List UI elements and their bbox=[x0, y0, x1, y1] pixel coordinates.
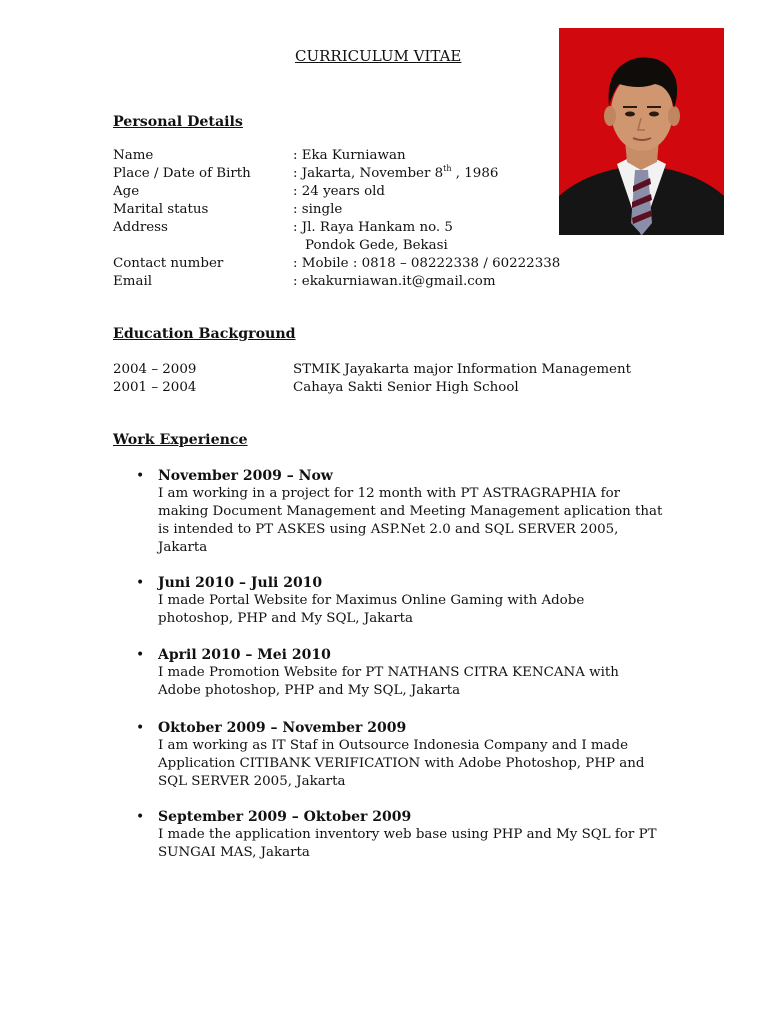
work-description-line: Application CITIBANK VERIFICATION with Adobe Photoshop, PHP and bbox=[158, 756, 645, 771]
bullet-icon: • bbox=[136, 575, 145, 591]
personal-row-age bbox=[113, 183, 573, 201]
marital-value: : single bbox=[293, 202, 343, 217]
work-description-line: I am working in a project for 12 month with PT ASTRAGRAPHIA for bbox=[158, 486, 621, 501]
education-row bbox=[113, 361, 673, 379]
work-description-line: making Document Management and Meeting Management aplication that bbox=[158, 504, 663, 519]
birth-value-sup: th bbox=[443, 164, 452, 173]
work-period: November 2009 – Now bbox=[158, 468, 333, 484]
education-years: 2004 – 2009 bbox=[113, 362, 197, 377]
section-heading-education: Education Background bbox=[113, 326, 296, 342]
work-description-line: Adobe photoshop, PHP and My SQL, Jakarta bbox=[158, 683, 461, 698]
work-description-line: I made the application inventory web base using PHP and My SQL for PT bbox=[158, 827, 657, 842]
birth-value-text: : Jakarta, November 8 bbox=[293, 166, 444, 181]
education-institution: Cahaya Sakti Senior High School bbox=[293, 380, 519, 395]
education-years: 2001 – 2004 bbox=[113, 380, 197, 395]
bullet-icon: • bbox=[136, 468, 145, 484]
bullet-icon: • bbox=[136, 720, 145, 736]
address-value-line2: Pondok Gede, Bekasi bbox=[305, 238, 448, 253]
work-description-line: photoshop, PHP and My SQL, Jakarta bbox=[158, 611, 414, 626]
bullet-icon: • bbox=[136, 647, 145, 663]
section-heading-personal: Personal Details bbox=[113, 114, 243, 130]
work-description-line: I made Portal Website for Maximus Online Gaming with Adobe bbox=[158, 593, 585, 608]
work-description bbox=[158, 664, 658, 700]
work-description-line: SQL SERVER 2005, Jakarta bbox=[158, 774, 346, 789]
work-description-line: SUNGAI MAS, Jakarta bbox=[158, 845, 310, 860]
age-label: Age bbox=[113, 184, 140, 199]
personal-row-name bbox=[113, 147, 573, 165]
page-title: CURRICULUM VITAE bbox=[295, 47, 462, 65]
marital-label: Marital status bbox=[113, 202, 209, 217]
education-row bbox=[113, 379, 673, 397]
personal-row-address bbox=[113, 219, 573, 237]
email-label: Email bbox=[113, 274, 153, 289]
education-list bbox=[113, 361, 673, 397]
bullet-icon: • bbox=[136, 809, 145, 825]
work-description bbox=[158, 826, 658, 862]
work-period: September 2009 – Oktober 2009 bbox=[158, 809, 412, 825]
work-period: April 2010 – Mei 2010 bbox=[158, 647, 331, 663]
contact-label: Contact number bbox=[113, 256, 224, 271]
work-description-line: Jakarta bbox=[158, 540, 208, 555]
address-value-line1: : Jl. Raya Hankam no. 5 bbox=[293, 220, 453, 235]
work-description-line: I made Promotion Website for PT NATHANS CITRA KENCANA with bbox=[158, 665, 619, 680]
work-description-line: I am working as IT Staf in Outsource Indonesia Company and I made bbox=[158, 738, 629, 753]
work-description-line: is intended to PT ASKES using ASP.Net 2.0 and SQL SERVER 2005, bbox=[158, 522, 619, 537]
personal-details bbox=[113, 147, 573, 291]
address-label: Address bbox=[113, 220, 168, 235]
birth-label: Place / Date of Birth bbox=[113, 166, 251, 181]
section-heading-work: Work Experience bbox=[113, 432, 248, 448]
email-value: : ekakurniawan.it@gmail.com bbox=[293, 274, 496, 289]
work-period: Oktober 2009 – November 2009 bbox=[158, 720, 407, 736]
personal-row-address-2 bbox=[113, 237, 573, 255]
work-description bbox=[158, 485, 663, 557]
birth-value-year: , 1986 bbox=[451, 166, 499, 181]
personal-row-email bbox=[113, 273, 573, 291]
name-value: : Eka Kurniawan bbox=[293, 148, 406, 163]
work-period: Juni 2010 – Juli 2010 bbox=[158, 575, 323, 591]
personal-row-marital bbox=[113, 201, 573, 219]
personal-row-birth bbox=[113, 165, 573, 183]
personal-row-contact bbox=[113, 255, 573, 273]
education-institution: STMIK Jayakarta major Information Management bbox=[293, 362, 631, 377]
name-label: Name bbox=[113, 148, 154, 163]
profile-photo bbox=[559, 28, 724, 235]
work-description bbox=[158, 592, 658, 628]
birth-value bbox=[293, 165, 498, 183]
age-value: : 24 years old bbox=[293, 184, 385, 199]
contact-value: : Mobile : 0818 – 08222338 / 60222338 bbox=[293, 256, 561, 271]
work-description bbox=[158, 737, 658, 791]
